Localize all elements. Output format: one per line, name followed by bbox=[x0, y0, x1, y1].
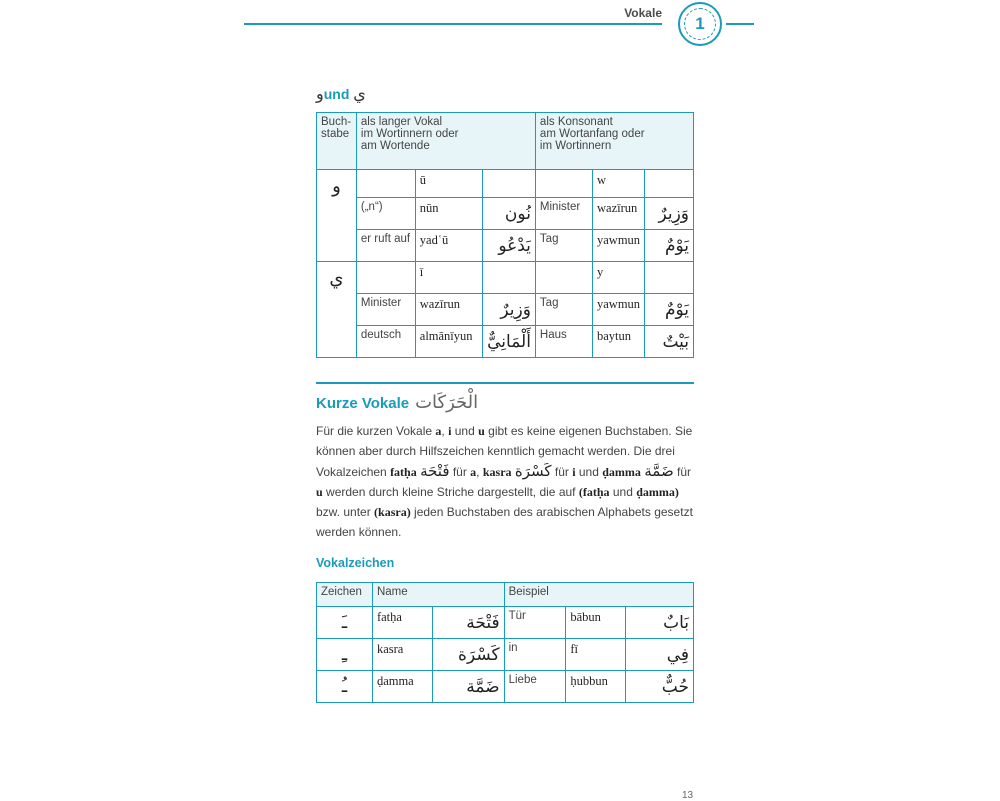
text: , bbox=[476, 465, 483, 479]
text: für bbox=[449, 465, 471, 479]
table-cell bbox=[645, 170, 694, 198]
vowel-sign-table bbox=[316, 582, 694, 703]
text: Für die kurzen Vokale bbox=[316, 424, 436, 438]
table-cell: نُون bbox=[483, 198, 536, 230]
table-cell: بَيْتٌ bbox=[645, 326, 694, 358]
table-cell: فِي bbox=[626, 639, 694, 671]
section-heading-waw-ya bbox=[316, 84, 366, 103]
table-cell: yadʿū bbox=[415, 230, 482, 262]
table-cell: Tag bbox=[535, 294, 592, 326]
letter-waw: و bbox=[317, 170, 357, 262]
arabic-kasra: كَسْرَة bbox=[514, 462, 552, 480]
table-cell: يَوْمٌ bbox=[645, 230, 694, 262]
vowel-a: a bbox=[435, 424, 442, 438]
table-cell: ضَمَّة bbox=[432, 671, 504, 703]
section-heading-kurze-vokale bbox=[316, 392, 478, 413]
vowel-u: u bbox=[478, 424, 485, 438]
table-cell: deutsch bbox=[356, 326, 415, 358]
text: für bbox=[673, 465, 692, 479]
header-zeichen: Zeichen bbox=[317, 583, 373, 607]
text: gibt es keine eigenen Buchstaben. Sie können aber durch Hilfszeichen kenntlich gemacht werden. Die drei Vokalzeichen bbox=[316, 424, 693, 479]
table-cell: yawmun bbox=[593, 230, 645, 262]
table-cell: Tür bbox=[504, 607, 566, 639]
vowel-sign: ـُ bbox=[317, 671, 373, 703]
vowel-sign: ـِ bbox=[317, 639, 373, 671]
table-cell: nūn bbox=[415, 198, 482, 230]
table-cell: wazīrun bbox=[593, 198, 645, 230]
heading-arabic-ya: ي bbox=[353, 84, 366, 103]
table-cell: وَزِيرٌ bbox=[645, 198, 694, 230]
table-cell: bābun bbox=[566, 607, 626, 639]
table-cell: وَزِيرٌ bbox=[483, 294, 536, 326]
long-vowel-table bbox=[316, 112, 694, 358]
table-cell: Minister bbox=[535, 198, 592, 230]
header-beispiel: Beispiel bbox=[504, 583, 693, 607]
table-cell: er ruft auf bbox=[356, 230, 415, 262]
table-cell: in bbox=[504, 639, 566, 671]
table-cell: kasra bbox=[372, 639, 432, 671]
text: werden durch kleine Striche dargestellt, die auf bbox=[322, 485, 579, 499]
table-cell: Liebe bbox=[504, 671, 566, 703]
table-cell: يَوْمٌ bbox=[645, 294, 694, 326]
header-langer-vokal: als langer Vokal im Wortinnern oder am Wortende bbox=[356, 113, 535, 170]
arabic-damma: ضَمَّة bbox=[644, 462, 674, 480]
text: und bbox=[575, 465, 603, 479]
table-cell: Tag bbox=[535, 230, 592, 262]
heading-arabic-waw: و bbox=[316, 84, 324, 103]
kurze-vokale-arabic: الْحَرَكَات bbox=[415, 392, 479, 413]
table-cell bbox=[483, 170, 536, 198]
term-damma: ḍamma) bbox=[636, 485, 679, 499]
table-cell: fatḥa bbox=[372, 607, 432, 639]
table-cell bbox=[356, 262, 415, 294]
table-cell: ḍamma bbox=[372, 671, 432, 703]
vowel-u: u bbox=[316, 485, 323, 499]
text: für bbox=[551, 465, 573, 479]
table-cell: almānīyun bbox=[415, 326, 482, 358]
table-cell: فَتْحَة bbox=[432, 607, 504, 639]
table-cell: أَلْمَانِيٌّ bbox=[483, 326, 536, 358]
vowel-i: i bbox=[448, 424, 452, 438]
term-kasra: kasra bbox=[482, 465, 512, 479]
chapter-badge bbox=[678, 2, 722, 46]
header-rule bbox=[244, 23, 662, 25]
arabic-fatha: فَتْحَة bbox=[420, 462, 450, 480]
table-cell bbox=[483, 262, 536, 294]
table-cell: بَابٌ bbox=[626, 607, 694, 639]
kurze-vokale-title: Kurze Vokale bbox=[316, 395, 410, 412]
running-header-title: Vokale bbox=[624, 6, 662, 20]
vowel-sign: ـَ bbox=[317, 607, 373, 639]
table-cell bbox=[535, 262, 592, 294]
term-fatha: (fatḥa bbox=[578, 485, 610, 499]
text: und bbox=[451, 424, 479, 438]
letter-ya: ي bbox=[317, 262, 357, 358]
table-cell: ū bbox=[415, 170, 482, 198]
term-fatha: fatḥa bbox=[390, 465, 417, 479]
chapter-number: 1 bbox=[684, 8, 716, 40]
table-cell bbox=[535, 170, 592, 198]
table-cell: ḥubbun bbox=[566, 671, 626, 703]
table-cell: Minister bbox=[356, 294, 415, 326]
header-konsonant: als Konsonant am Wortanfang oder im Wortinnern bbox=[535, 113, 693, 170]
text: und bbox=[609, 485, 637, 499]
table-cell: ī bbox=[415, 262, 482, 294]
table-cell bbox=[356, 170, 415, 198]
header-buchstabe: Buch- stabe bbox=[317, 113, 357, 170]
heading-und: und bbox=[323, 86, 350, 102]
table-cell: يَدْعُو bbox=[483, 230, 536, 262]
term-damma: ḍamma bbox=[602, 465, 641, 479]
text: , bbox=[441, 424, 449, 438]
table-cell: w bbox=[593, 170, 645, 198]
header-rule-right bbox=[726, 23, 754, 25]
text: bzw. unter bbox=[316, 505, 375, 519]
table-cell: حُبٌّ bbox=[626, 671, 694, 703]
table-cell bbox=[645, 262, 694, 294]
vowel-i: i bbox=[572, 465, 576, 479]
table-cell: baytun bbox=[593, 326, 645, 358]
header-name: Name bbox=[372, 583, 504, 607]
table-cell: fī bbox=[566, 639, 626, 671]
term-kasra: (kasra) bbox=[374, 505, 411, 519]
section-divider bbox=[316, 382, 694, 384]
vokalzeichen-heading: Vokalzeichen bbox=[316, 556, 395, 570]
vowel-a: a bbox=[470, 465, 477, 479]
text: jeden Buchstaben des arabischen Alphabets gesetzt werden können. bbox=[316, 505, 693, 539]
body-paragraph bbox=[316, 421, 694, 542]
table-cell: („n“) bbox=[356, 198, 415, 230]
table-cell: wazīrun bbox=[415, 294, 482, 326]
table-cell: كَسْرَة bbox=[432, 639, 504, 671]
page-number: 13 bbox=[682, 790, 694, 801]
table-cell: yawmun bbox=[593, 294, 645, 326]
table-cell: y bbox=[593, 262, 645, 294]
table-cell: Haus bbox=[535, 326, 592, 358]
